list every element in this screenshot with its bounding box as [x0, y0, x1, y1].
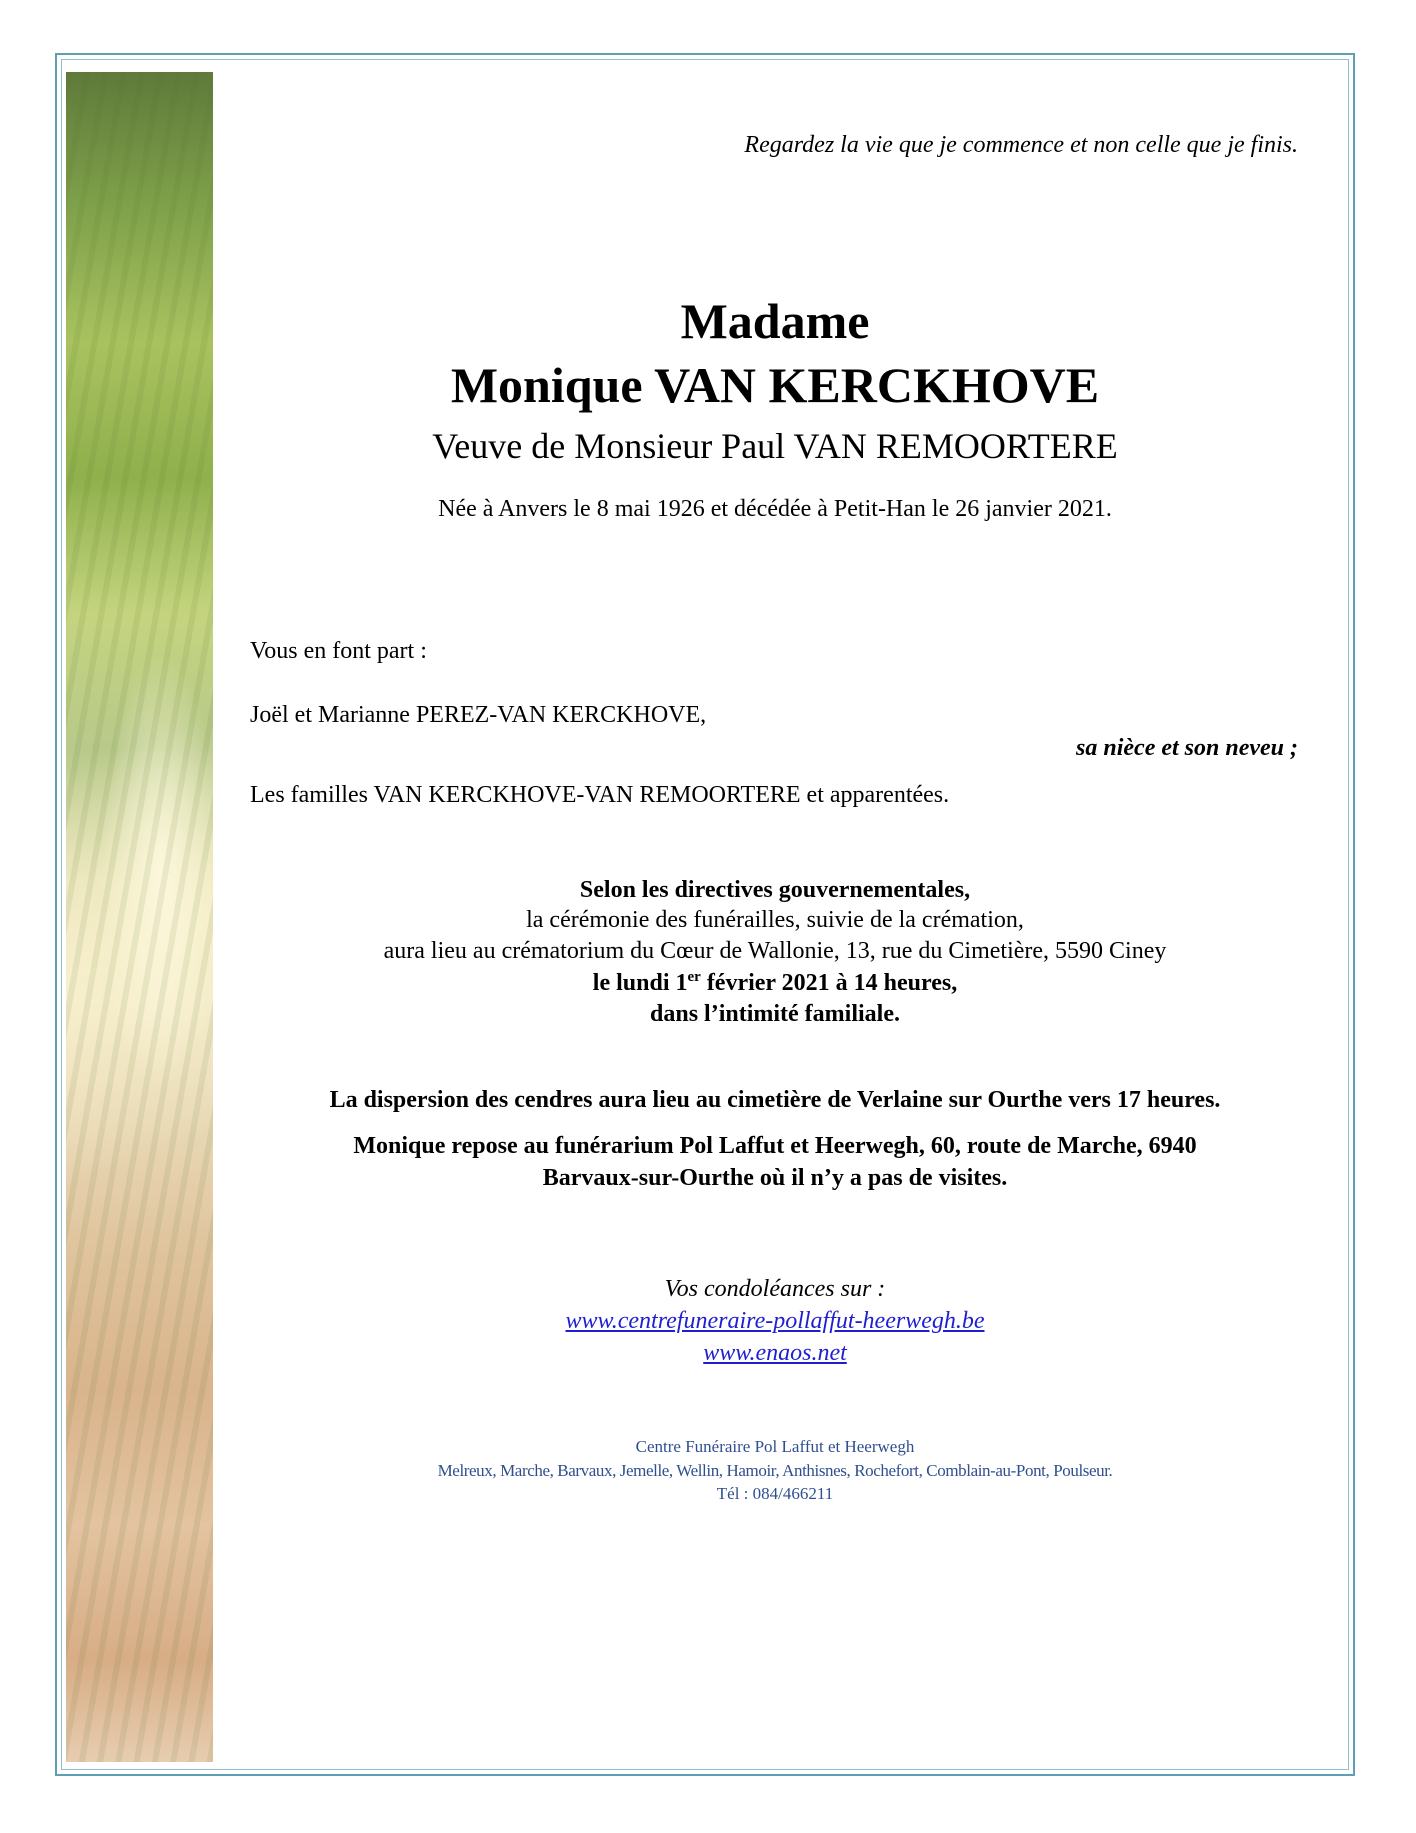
families: Les familles VAN KERCKHOVE-VAN REMOORTERE et apparentées. [250, 782, 950, 808]
ceremony-line-5: dans l’intimité familiale. [650, 1001, 900, 1027]
birth-death-dates: Née à Anvers le 8 mai 1926 et décédée à Petit-Han le 26 janvier 2021. [438, 496, 1112, 522]
ceremony-line-3: aura lieu au crématorium du Cœur de Wallonie, 13, rue du Cimetière, 5590 Ciney [383, 938, 1167, 964]
forest-path-image [66, 72, 213, 1762]
ceremony-date-part-a: le lundi 1 [592, 970, 688, 996]
family-members: Joël et Marianne PEREZ-VAN KERCKHOVE, [250, 702, 707, 728]
footer-locations: Melreux, Marche, Barvaux, Jemelle, Wellin, Hamoir, Anthisnes, Rochefort, Comblain-au-Pont, Poulseur. [437, 1461, 1113, 1480]
condolences-label: Vos condoléances sur : [664, 1276, 886, 1302]
ceremony-line-2: la cérémonie des funérailles, suivie de la crémation, [526, 907, 1024, 933]
repose-line-2: Barvaux-sur-Ourthe où il n’y a pas de visites. [542, 1165, 1008, 1191]
title-honorific: Madame [680, 293, 870, 349]
ash-dispersion: La dispersion des cendres aura lieu au cimetière de Verlaine sur Ourthe vers 17 heures. [329, 1087, 1221, 1113]
ceremony-date-part-b: février 2021 à 14 heures, [700, 970, 958, 996]
repose-line-1: Monique repose au funérarium Pol Laffut et Heerwegh, 60, route de Marche, 6940 [353, 1133, 1197, 1159]
widow-of: Veuve de Monsieur Paul VAN REMOORTERE [432, 426, 1118, 466]
condolences-link-funeral-center[interactable]: www.centrefuneraire-pollaffut-heerwegh.be [565, 1308, 985, 1334]
footer-company: Centre Funéraire Pol Laffut et Heerwegh [635, 1437, 915, 1456]
ceremony-date-sup: er [687, 969, 701, 985]
condolences-link-funeral-center-wrap [250, 1308, 1300, 1335]
condolences-link-enaos[interactable]: www.enaos.net [703, 1340, 847, 1366]
footer-phone: Tél : 084/466211 [716, 1484, 834, 1503]
ceremony-line-1: Selon les directives gouvernementales, [579, 877, 971, 903]
deceased-name: Monique VAN KERCKHOVE [450, 357, 1100, 413]
condolences-link-enaos-wrap [250, 1340, 1300, 1367]
announcement-label: Vous en font part : [250, 638, 427, 664]
family-relation: sa nièce et son neveu ; [1076, 735, 1298, 761]
ceremony-date [250, 970, 1300, 997]
epigraph: Regardez la vie que je commence et non celle que je finis. [744, 132, 1298, 158]
